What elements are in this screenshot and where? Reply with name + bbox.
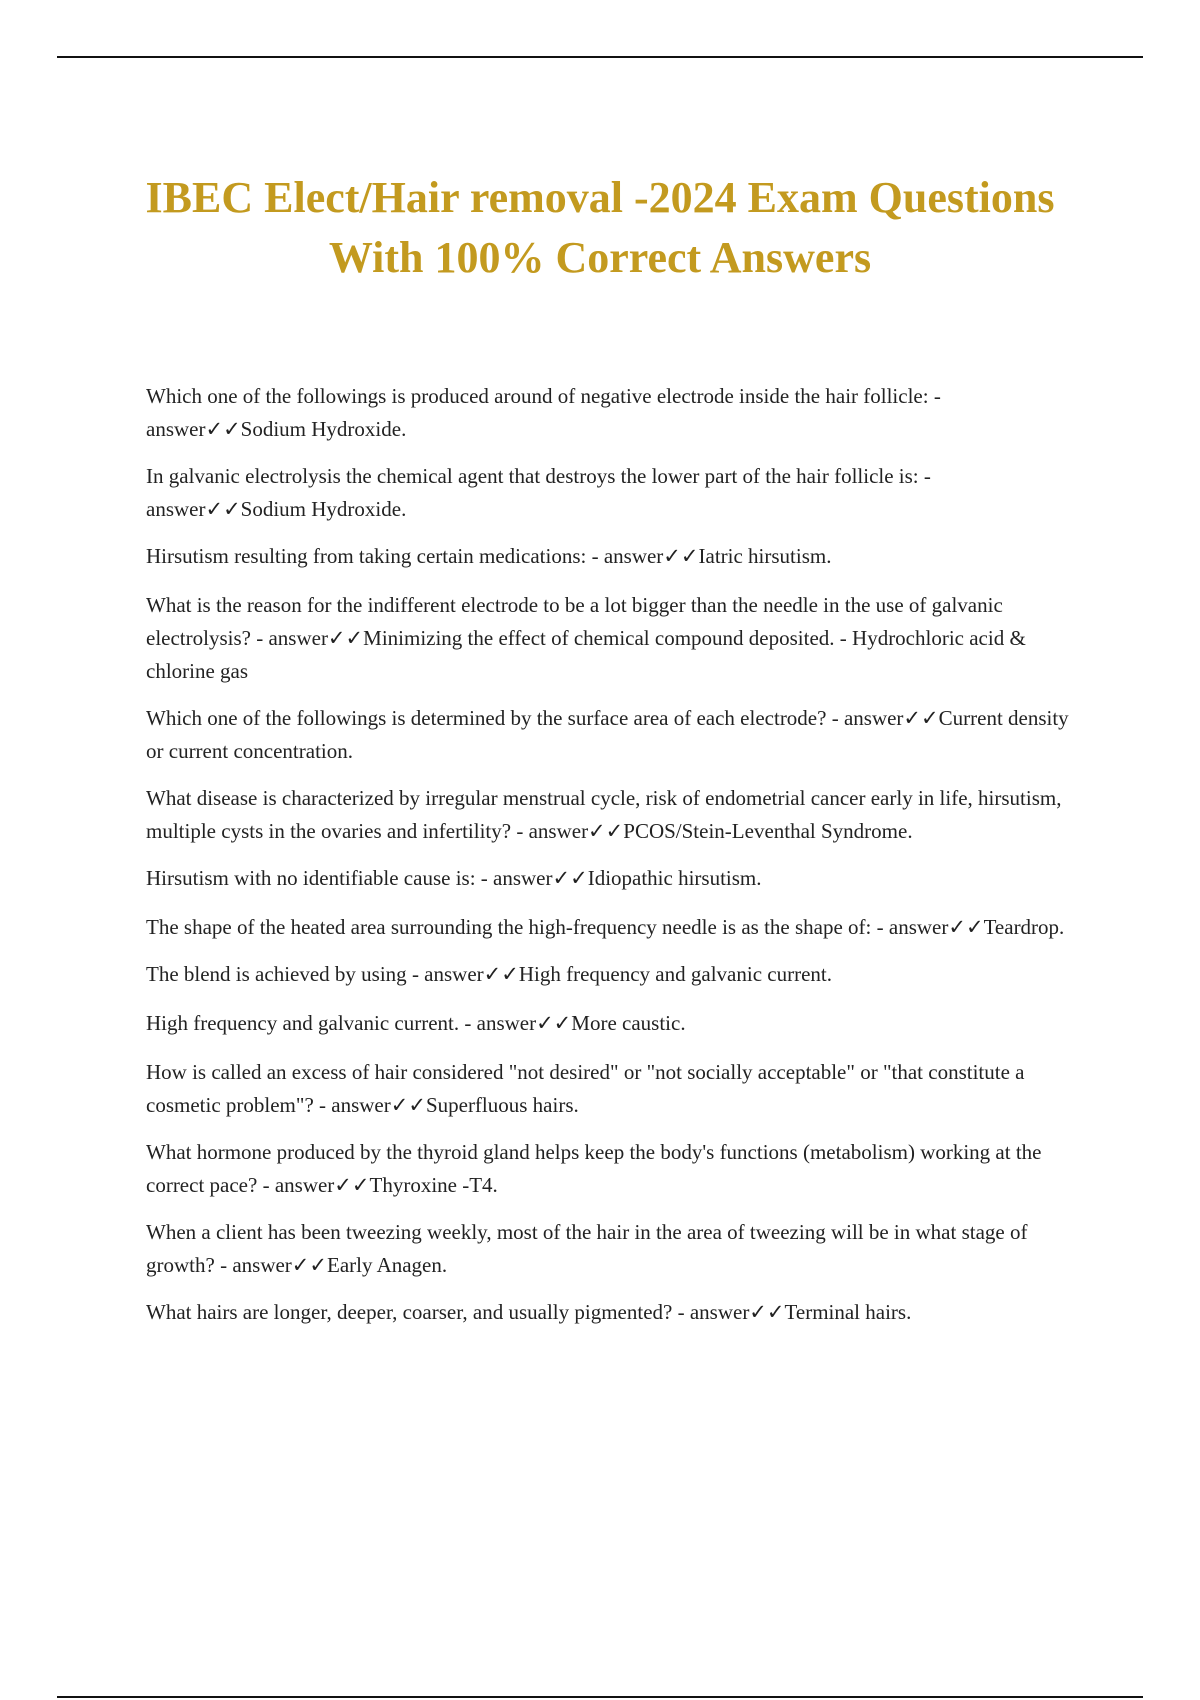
question-text: What hairs are longer, deeper, coarser, and usually pigmented? — [146, 1300, 673, 1324]
qa-item — [146, 862, 1086, 895]
question-text: In galvanic electrolysis the chemical agent that destroys the lower part of the hair follicle is: — [146, 464, 919, 488]
answer-text: More caustic. — [571, 1011, 686, 1035]
qa-item — [146, 540, 1086, 573]
answer-marker: - answer✓✓ — [677, 1300, 785, 1324]
answer-marker: - answer✓✓ — [319, 1093, 426, 1117]
question-text: Which one of the followings is determined by the surface area of each electrode? — [146, 706, 827, 730]
qa-item — [146, 958, 1086, 991]
answer-marker: - answer✓✓ — [262, 1173, 370, 1197]
question-text: How is called an excess of hair considered "not desired" or "not socially acceptable" or "that constitute a cosmetic problem"? — [146, 1060, 1025, 1117]
answer-marker: - answer✓✓ — [480, 866, 588, 890]
question-text: When a client has been tweezing weekly, most of the hair in the area of tweezing will be in what stage of growth? — [146, 1220, 1028, 1277]
qa-item — [146, 782, 1086, 848]
question-text: Hirsutism with no identifiable cause is: — [146, 866, 476, 890]
qa-item — [146, 702, 1086, 768]
question-text: The blend is achieved by using — [146, 962, 407, 986]
answer-marker: - answer✓✓ — [146, 384, 941, 441]
answer-text: Iatric hirsutism. — [698, 544, 832, 568]
question-text: High frequency and galvanic current. — [146, 1011, 460, 1035]
answer-text: PCOS/Stein-Leventhal Syndrome. — [623, 819, 913, 843]
answer-text: Teardrop. — [983, 915, 1065, 939]
answer-text: Early Anagen. — [327, 1253, 448, 1277]
qa-list — [146, 380, 1086, 1345]
answer-text: Minimizing the effect of chemical compound deposited. - Hydrochloric acid & chlorine gas — [146, 626, 1026, 683]
top-rule — [57, 56, 1143, 58]
answer-text: Terminal hairs. — [784, 1300, 912, 1324]
answer-marker: - answer✓✓ — [220, 1253, 327, 1277]
question-text: Which one of the followings is produced around of negative electrode inside the hair follicle: — [146, 384, 929, 408]
qa-item — [146, 589, 1086, 688]
question-text: What is the reason for the indifferent electrode to be a lot bigger than the needle in the use of galvanic electrolysis? — [146, 593, 1003, 650]
answer-text: Thyroxine -T4. — [369, 1173, 498, 1197]
qa-item — [146, 460, 1086, 526]
answer-text: Current density or current concentration. — [146, 706, 1069, 763]
answer-marker: - answer✓✓ — [516, 819, 624, 843]
answer-marker: - answer✓✓ — [146, 464, 931, 521]
answer-text: High frequency and galvanic current. — [518, 962, 832, 986]
answer-marker: - answer✓✓ — [876, 915, 984, 939]
question-text: The shape of the heated area surrounding the high-frequency needle is as the shape of: — [146, 915, 872, 939]
answer-marker: - answer✓✓ — [591, 544, 699, 568]
answer-marker: - answer✓✓ — [256, 626, 364, 650]
question-text: Hirsutism resulting from taking certain medications: — [146, 544, 587, 568]
answer-text: Superfluous hairs. — [425, 1093, 579, 1117]
document-title: IBEC Elect/Hair removal -2024 Exam Questions With 100% Correct Answers — [145, 173, 1055, 282]
answer-text: Sodium Hydroxide. — [240, 497, 407, 521]
answer-text: Idiopathic hirsutism. — [587, 866, 762, 890]
qa-item — [146, 1136, 1086, 1202]
qa-item — [146, 1296, 1086, 1329]
qa-item — [146, 1056, 1086, 1122]
answer-text: Sodium Hydroxide. — [240, 417, 407, 441]
qa-item — [146, 1007, 1086, 1040]
qa-item — [146, 1216, 1086, 1282]
qa-item — [146, 380, 1086, 446]
question-text: What hormone produced by the thyroid gland helps keep the body's functions (metabolism) working at the correct pace? — [146, 1140, 1042, 1197]
answer-marker: - answer✓✓ — [411, 962, 519, 986]
answer-marker: - answer✓✓ — [831, 706, 939, 730]
answer-marker: - answer✓✓ — [464, 1011, 572, 1035]
question-text: What disease is characterized by irregular menstrual cycle, risk of endometrial cancer early in life, hirsutism, multiple cysts in the ovaries and infertility? — [146, 786, 1062, 843]
bottom-rule — [57, 1696, 1143, 1698]
qa-item — [146, 911, 1086, 944]
